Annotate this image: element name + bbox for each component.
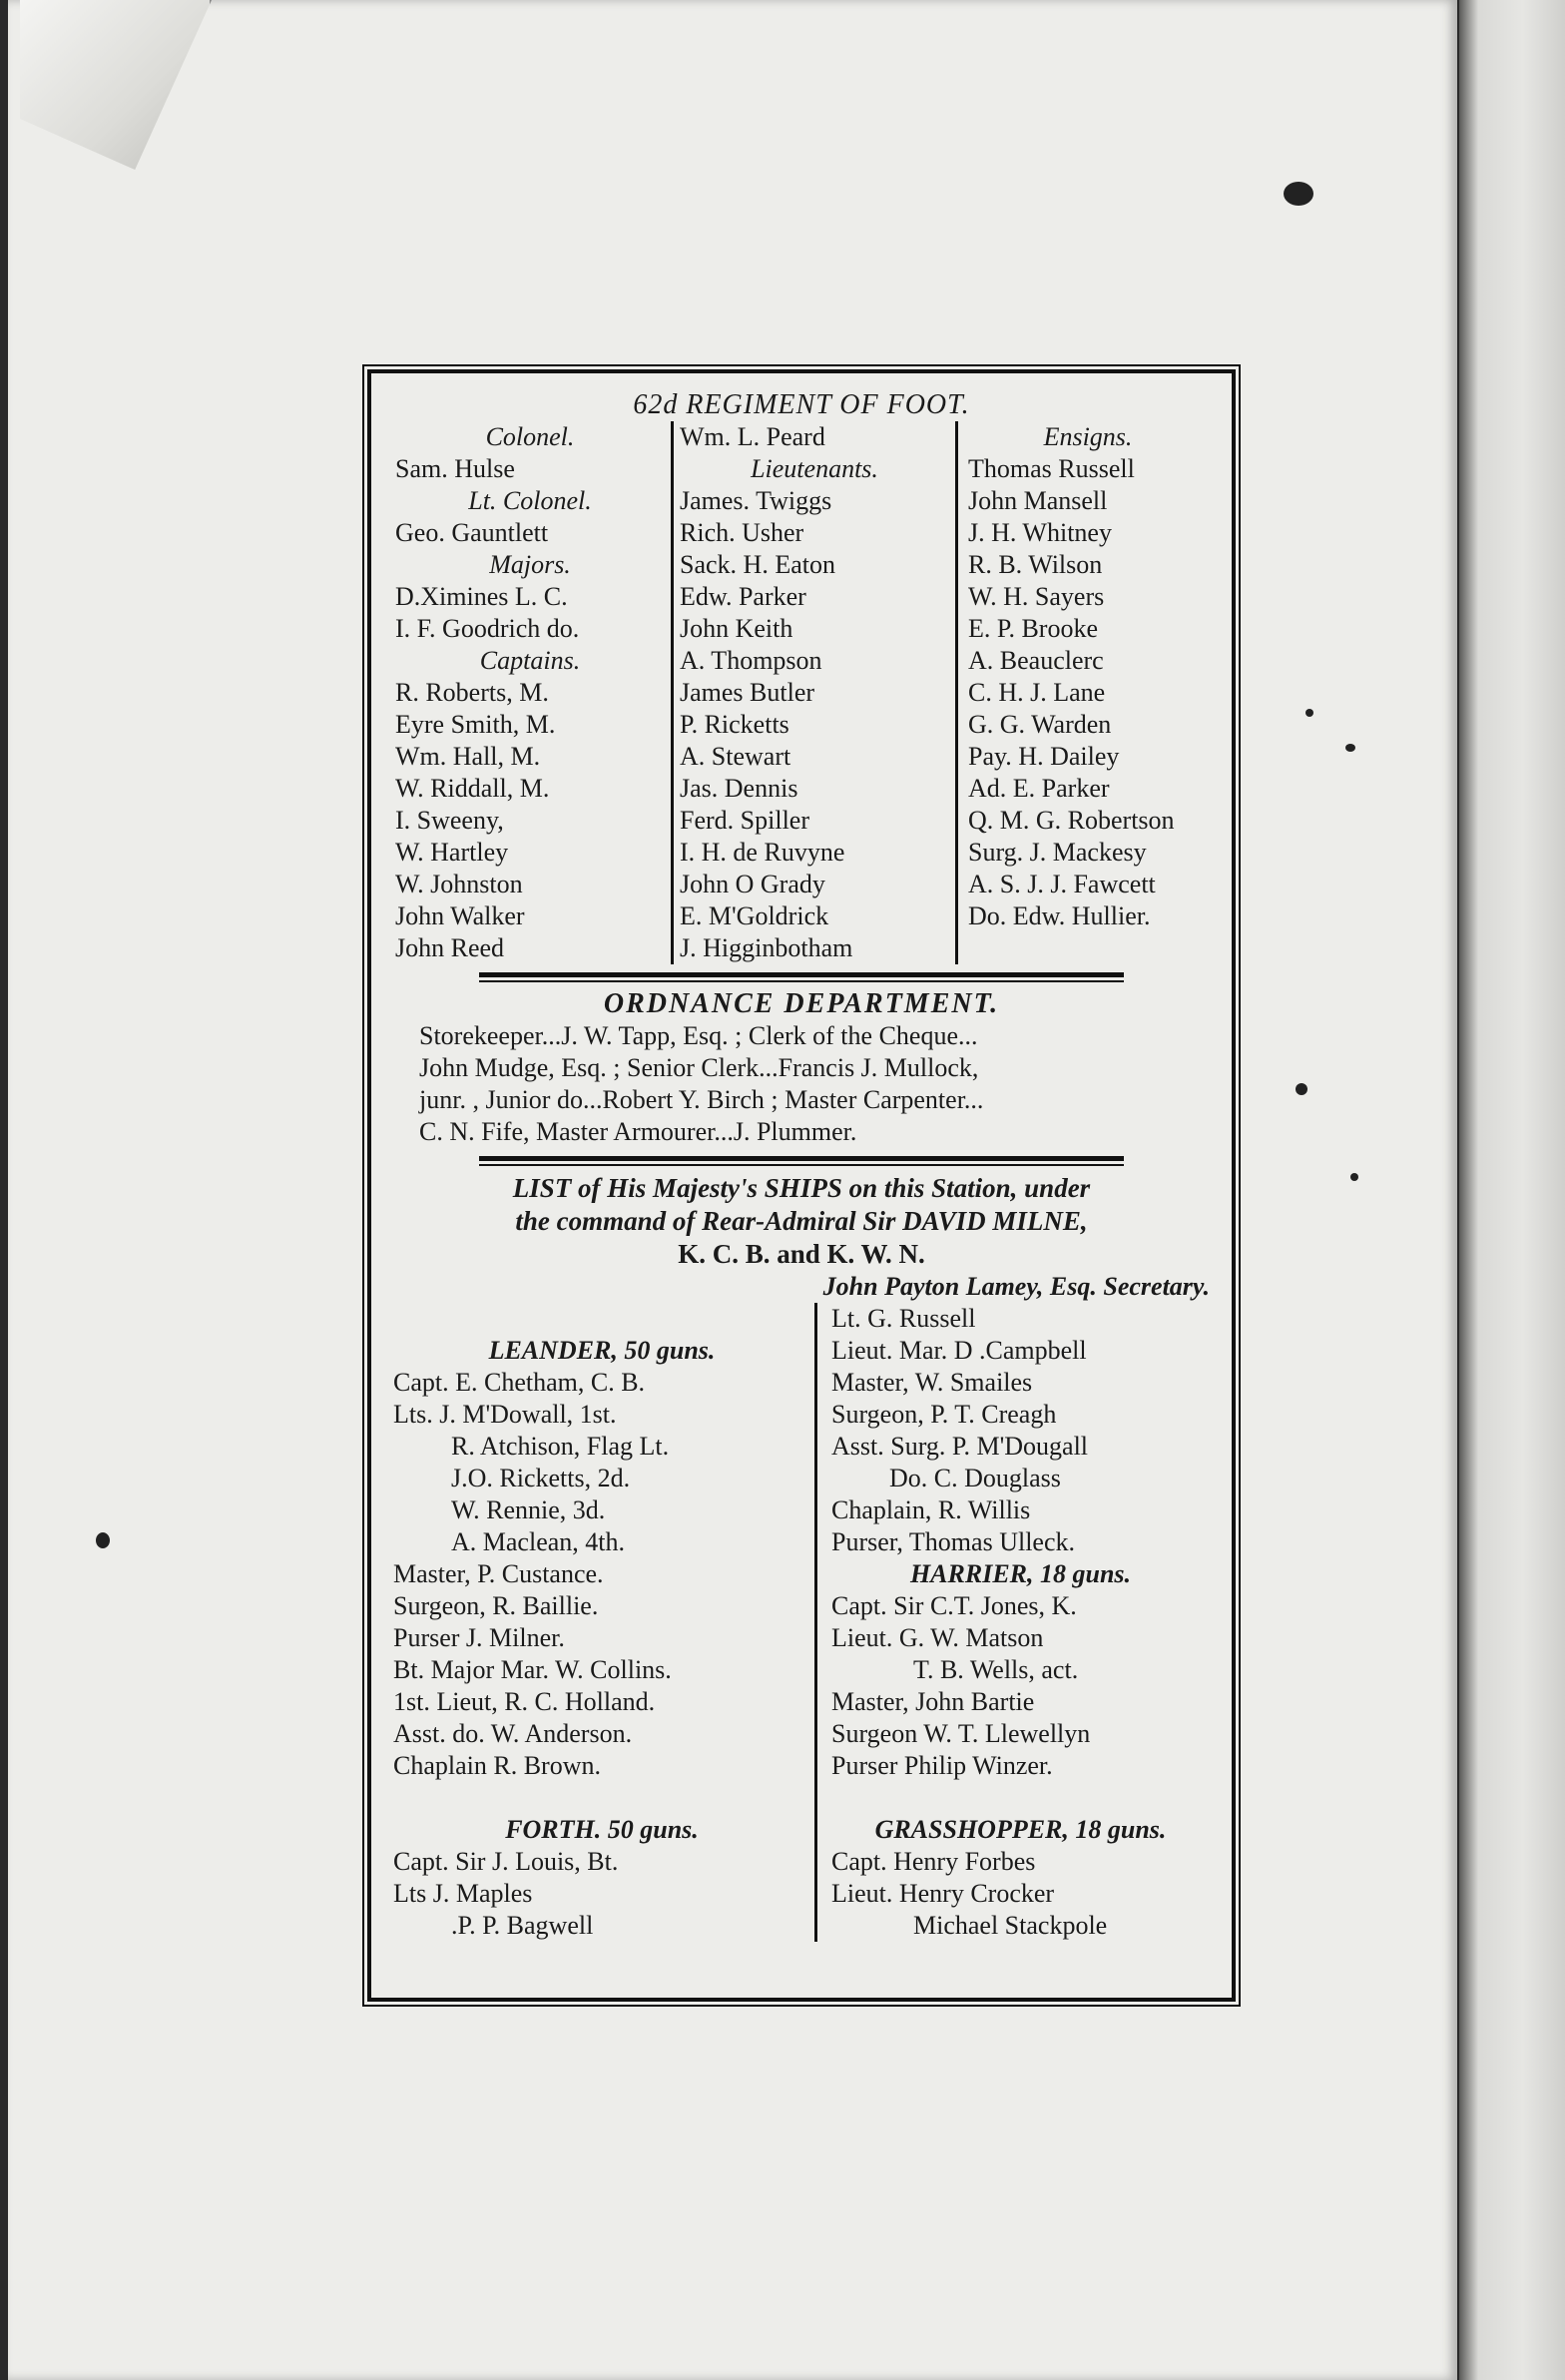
ships-heading-line: K. C. B. and K. W. N. <box>678 1239 925 1269</box>
officer-entry: T. B. Wells, act. <box>913 1655 1079 1684</box>
officer-entry: J.O. Ricketts, 2d. <box>451 1464 631 1492</box>
rank-heading: Colonel. <box>485 422 575 451</box>
officer-entry: E. M'Goldrick <box>680 901 829 930</box>
officer-entry: Master, P. Custance. <box>393 1559 604 1588</box>
officer-entry: Chaplain R. Brown. <box>393 1751 601 1780</box>
section-divider <box>479 1156 1124 1166</box>
officer-entry: Sam. Hulse <box>395 454 515 483</box>
ships-column-left <box>389 1303 817 1942</box>
regiment-number: 62d <box>633 389 679 420</box>
ships-list-heading <box>389 1172 1214 1271</box>
officer-entry: Pay. H. Dailey <box>968 742 1120 771</box>
officer-entry: Lieut. G. W. Matson <box>831 1623 1044 1652</box>
officer-entry: Do. C. Douglass <box>889 1464 1061 1492</box>
officer-entry: Capt. E. Chetham, C. B. <box>393 1368 646 1397</box>
ordnance-paragraph <box>389 1020 1214 1148</box>
officer-entry: W. Riddall, M. <box>395 774 550 803</box>
officer-entry: P. Ricketts <box>680 710 789 739</box>
officer-entry: J. H. Whitney <box>968 518 1112 547</box>
officer-entry: Lieut. Henry Crocker <box>831 1879 1055 1908</box>
officer-entry: A. Beauclerc <box>968 646 1104 675</box>
officer-entry: Asst. Surg. P. M'Dougall <box>831 1432 1089 1461</box>
officer-entry: John Keith <box>680 614 793 643</box>
folded-corner <box>20 0 212 170</box>
officer-entry: Q. M. G. Robertson <box>968 806 1175 835</box>
adjacent-page-edge <box>1459 0 1565 2380</box>
officer-entry: Edw. Parker <box>680 582 806 611</box>
officer-entry: John O Grady <box>680 870 825 898</box>
officer-entry: W. H. Sayers <box>968 582 1105 611</box>
officer-entry: I. Sweeny, <box>395 806 504 835</box>
officer-entry: A. S. J. J. Fawcett <box>968 870 1156 898</box>
officer-entry: I. H. de Ruvyne <box>680 838 845 867</box>
officer-entry: Sack. H. Eaton <box>680 550 835 579</box>
officer-entry: G. G. Warden <box>968 710 1112 739</box>
ship-name: LEANDER, 50 guns. <box>488 1336 716 1365</box>
ordnance-line: junr. , Junior do...Robert Y. Birch ; Master Carpenter... <box>419 1085 984 1114</box>
officer-entry: Purser Philip Winzer. <box>831 1751 1053 1780</box>
ordnance-line: C. N. Fife, Master Armourer...J. Plummer. <box>419 1117 857 1146</box>
officer-entry: Lts. J. M'Dowall, 1st. <box>393 1400 617 1429</box>
ships-heading-line: LIST of His Majesty's SHIPS on this Station, under <box>512 1173 1091 1203</box>
regiment-columns <box>389 421 1214 964</box>
officer-entry: John Mansell <box>968 486 1108 515</box>
officer-entry: W. Rennie, 3d. <box>451 1495 606 1524</box>
officer-entry: Geo. Gauntlett <box>395 518 549 547</box>
officer-entry: A. Maclean, 4th. <box>451 1527 626 1556</box>
officer-entry: Master, John Bartie <box>831 1687 1035 1716</box>
ordnance-line: John Mudge, Esq. ; Senior Clerk...Francis J. Mullock, <box>419 1053 979 1082</box>
officer-entry: Surgeon W. T. Llewellyn <box>831 1719 1091 1748</box>
ordnance-title: ORDNANCE DEPARTMENT. <box>603 988 1000 1019</box>
regiment-column-2 <box>671 421 958 964</box>
officer-entry: Master, W. Smailes <box>831 1368 1033 1397</box>
officer-entry: Purser J. Milner. <box>393 1623 565 1652</box>
officer-entry: Lieut. Mar. D .Campbell <box>831 1336 1087 1365</box>
officer-entry: Capt. Henry Forbes <box>831 1847 1036 1876</box>
rank-heading: Lieutenants. <box>751 454 878 483</box>
officer-entry: Eyre Smith, M. <box>395 710 556 739</box>
officer-entry: E. P. Brooke <box>968 614 1098 643</box>
officer-entry: I. F. Goodrich do. <box>395 614 580 643</box>
ship-name: HARRIER, 18 guns. <box>909 1559 1132 1588</box>
officer-entry: R. Atchison, Flag Lt. <box>451 1432 670 1461</box>
spacer <box>831 1782 1210 1814</box>
officer-entry: R. B. Wilson <box>968 550 1103 579</box>
officer-entry: D.Ximines L. C. <box>395 582 568 611</box>
officer-entry: Lts J. Maples <box>393 1879 533 1908</box>
officer-entry: J. Higginbotham <box>680 933 853 962</box>
secretary-line: John Payton Lamey, Esq. Secretary. <box>822 1272 1210 1301</box>
officer-entry: Surg. J. Mackesy <box>968 838 1147 867</box>
officer-entry: 1st. Lieut, R. C. Holland. <box>393 1687 656 1716</box>
officer-entry: R. Roberts, M. <box>395 678 549 707</box>
regiment-column-3 <box>958 421 1214 964</box>
officer-entry: Chaplain, R. Willis <box>831 1495 1031 1524</box>
officer-entry: Asst. do. W. Anderson. <box>393 1719 633 1748</box>
officer-entry: Surgeon, P. T. Creagh <box>831 1400 1057 1429</box>
officer-entry: Jas. Dennis <box>680 774 798 803</box>
regiment-column-1 <box>389 421 671 964</box>
officer-entry: John Reed <box>395 933 505 962</box>
ship-name: FORTH. 50 guns. <box>505 1815 699 1844</box>
officer-entry: James. Twiggs <box>680 486 832 515</box>
officer-entry: Bt. Major Mar. W. Collins. <box>393 1655 672 1684</box>
ship-name: GRASSHOPPER, 18 guns. <box>874 1815 1167 1844</box>
officer-entry: W. Hartley <box>395 838 509 867</box>
ships-heading-line: the command of Rear-Admiral Sir DAVID MILNE, <box>515 1206 1088 1236</box>
spacer <box>393 1303 810 1335</box>
officer-entry: Lt. G. Russell <box>831 1304 976 1333</box>
officer-entry: Wm. Hall, M. <box>395 742 541 771</box>
spacer <box>393 1782 810 1814</box>
officer-entry: Capt. Sir J. Louis, Bt. <box>393 1847 619 1876</box>
rank-heading: Ensigns. <box>1043 422 1133 451</box>
officer-entry: C. H. J. Lane <box>968 678 1106 707</box>
officer-entry: Do. Edw. Hullier. <box>968 901 1151 930</box>
rank-heading: Lt. Colonel. <box>468 486 592 515</box>
officer-entry: John Walker <box>395 901 525 930</box>
regiment-title: REGIMENT OF FOOT. <box>686 389 970 420</box>
rank-heading: Captains. <box>479 646 581 675</box>
officer-entry: A. Stewart <box>680 742 791 771</box>
officer-entry: Ad. E. Parker <box>968 774 1110 803</box>
section-divider <box>479 972 1124 982</box>
officer-entry: Wm. L. Peard <box>680 422 825 451</box>
ordnance-line: Storekeeper...J. W. Tapp, Esq. ; Clerk of the Cheque... <box>419 1021 978 1050</box>
ships-columns <box>389 1303 1214 1942</box>
officer-entry: Purser, Thomas Ulleck. <box>831 1527 1075 1556</box>
document-frame <box>367 369 1236 2002</box>
officer-entry: Michael Stackpole <box>913 1911 1108 1940</box>
officer-entry: Thomas Russell <box>968 454 1135 483</box>
page-background <box>8 0 1457 2380</box>
officer-entry: Ferd. Spiller <box>680 806 809 835</box>
officer-entry: Capt. Sir C.T. Jones, K. <box>831 1591 1077 1620</box>
officer-entry: .P. P. Bagwell <box>451 1911 594 1940</box>
rank-heading: Majors. <box>489 550 571 579</box>
officer-entry: Surgeon, R. Baillie. <box>393 1591 599 1620</box>
officer-entry: Rich. Usher <box>680 518 804 547</box>
officer-entry: James Butler <box>680 678 815 707</box>
regiment-heading <box>389 389 1214 421</box>
ships-column-right <box>817 1303 1214 1942</box>
officer-entry: A. Thompson <box>680 646 822 675</box>
officer-entry: W. Johnston <box>395 870 523 898</box>
